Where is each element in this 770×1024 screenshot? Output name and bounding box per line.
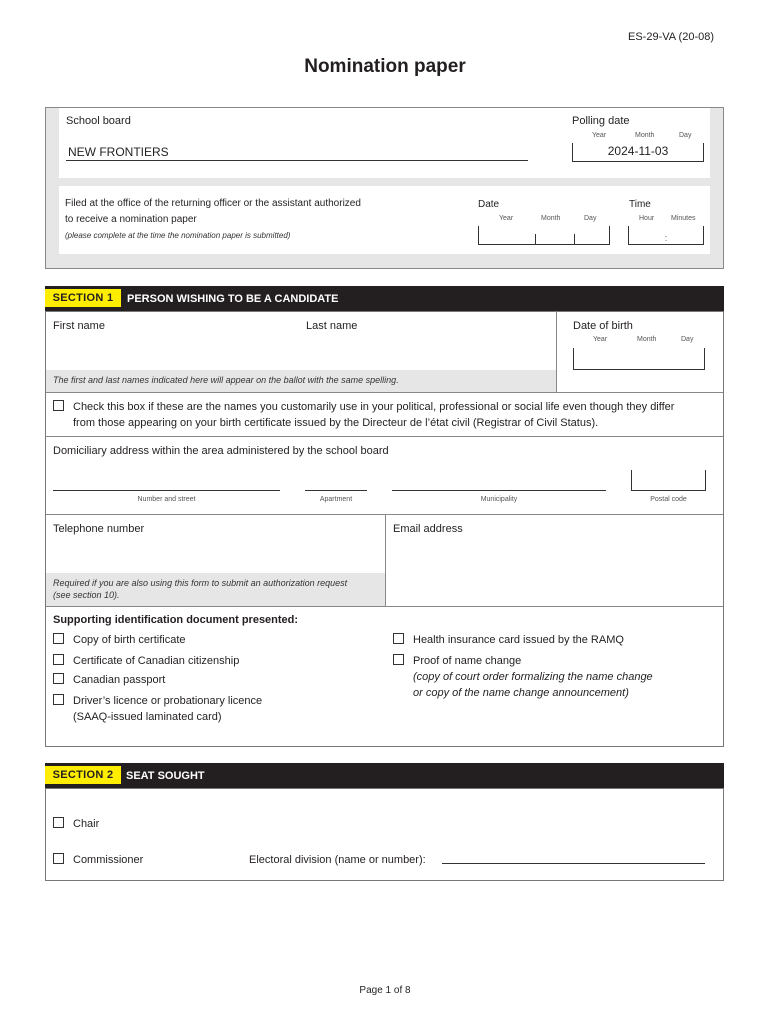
ramq-label: Health insurance card issued by the RAMQ: [413, 634, 624, 646]
chair-label: Chair: [73, 818, 100, 830]
first-name-input[interactable]: [53, 334, 299, 368]
section-1-title: PERSON WISHING TO BE A CANDIDATE: [127, 293, 339, 305]
school-board-label: School board: [66, 115, 131, 127]
ramq-checkbox[interactable]: [393, 633, 404, 644]
section-1-tag: SECTION 1: [45, 289, 121, 307]
dob-field[interactable]: [573, 348, 705, 370]
date-divider: [535, 234, 536, 244]
section-2-title: SEAT SOUGHT: [126, 770, 205, 782]
address-label: Domiciliary address within the area administered by the school board: [53, 445, 389, 457]
ballot-note: The first and last names indicated here will appear on the ballot with the same spelling.: [53, 375, 399, 385]
telephone-input[interactable]: [53, 538, 379, 568]
postal-code-caption: Postal code: [650, 496, 687, 503]
chair-checkbox[interactable]: [53, 817, 64, 828]
last-name-input[interactable]: [306, 334, 550, 368]
section-2-body: [45, 788, 724, 881]
name-change-note-2: or copy of the name change announcement): [413, 687, 629, 699]
customary-names-text-1: Check this box if these are the names you customarily use in your political, professional or social life even though they differ: [73, 401, 675, 413]
municipality-caption: Municipality: [480, 496, 518, 503]
name-change-note-1: (copy of court order formalizing the name change: [413, 671, 653, 683]
telephone-note-1: Required if you are also using this form to submit an authorization request: [53, 578, 348, 588]
filed-month-label: Month: [541, 215, 561, 222]
dob-year-label: Year: [593, 336, 608, 343]
filed-year-label: Year: [499, 215, 514, 222]
polling-date-value: 2024-11-03: [607, 144, 669, 158]
filed-time-label: Time: [629, 199, 651, 210]
drivers-licence-label: Driver’s licence or probationary licence: [73, 695, 263, 707]
apartment-input[interactable]: [305, 490, 367, 491]
filed-date-field[interactable]: [478, 226, 610, 245]
electoral-division-input[interactable]: [442, 863, 705, 864]
polling-year-label: Year: [592, 132, 607, 139]
filed-note: (please complete at the time the nomination paper is submitted): [65, 231, 291, 240]
name-change-label: Proof of name change: [413, 655, 522, 667]
birth-certificate-checkbox[interactable]: [53, 633, 64, 644]
name-change-checkbox[interactable]: [393, 654, 404, 665]
filed-date-label: Date: [478, 199, 500, 210]
passport-checkbox[interactable]: [53, 673, 64, 684]
school-board-underline: [66, 160, 528, 161]
page-title: Nomination paper: [304, 56, 466, 77]
divider: [46, 606, 723, 607]
first-name-label: First name: [53, 320, 105, 332]
polling-date-field[interactable]: [572, 143, 704, 162]
dob-day-label: Day: [681, 336, 694, 343]
filed-time-field[interactable]: :: [628, 226, 704, 245]
commissioner-checkbox[interactable]: [53, 853, 64, 864]
citizenship-label: Certificate of Canadian citizenship: [73, 655, 240, 667]
filed-day-label: Day: [584, 215, 597, 222]
school-board-value[interactable]: NEW FRONTIERS: [68, 145, 169, 159]
polling-month-label: Month: [635, 132, 655, 139]
street-caption: Number and street: [137, 496, 196, 503]
date-divider: [574, 234, 575, 244]
dob-month-label: Month: [637, 336, 657, 343]
page-number: Page 1 of 8: [359, 985, 411, 996]
telephone-note-2: (see section 10).: [53, 590, 120, 600]
dob-divider: [556, 311, 557, 393]
municipality-input[interactable]: [392, 490, 606, 491]
street-input[interactable]: [53, 490, 280, 491]
polling-day-label: Day: [679, 132, 692, 139]
citizenship-checkbox[interactable]: [53, 654, 64, 665]
birth-certificate-label: Copy of birth certificate: [73, 634, 186, 646]
drivers-licence-sublabel: (SAAQ-issued laminated card): [73, 711, 222, 723]
divider: [46, 392, 723, 393]
email-input[interactable]: [393, 538, 715, 598]
form-code: ES-29-VA (20-08): [628, 31, 715, 43]
customary-names-text-2: from those appearing on your birth certificate issued by the Directeur de l’état civil (Registrar of Civil Status).: [73, 417, 599, 429]
filed-hour-label: Hour: [639, 215, 655, 222]
dob-label: Date of birth: [573, 320, 633, 332]
drivers-licence-checkbox[interactable]: [53, 694, 64, 705]
polling-date-label: Polling date: [572, 115, 630, 127]
filed-minutes-label: Minutes: [671, 215, 696, 222]
passport-label: Canadian passport: [73, 674, 166, 686]
customary-names-checkbox[interactable]: [53, 400, 64, 411]
divider: [46, 436, 723, 437]
email-label: Email address: [393, 523, 463, 535]
filed-line-1: Filed at the office of the returning officer or the assistant authorized: [65, 198, 361, 209]
email-divider: [385, 514, 386, 606]
id-title: Supporting identification document presented:: [53, 614, 299, 626]
filed-line-2: to receive a nomination paper: [65, 214, 197, 225]
postal-code-input[interactable]: [631, 470, 706, 491]
apartment-caption: Apartment: [319, 496, 353, 503]
electoral-division-label: Electoral division (name or number):: [249, 854, 426, 866]
section-2-tag: SECTION 2: [45, 766, 121, 784]
last-name-label: Last name: [306, 320, 358, 332]
commissioner-label: Commissioner: [73, 854, 144, 866]
telephone-label: Telephone number: [53, 523, 145, 535]
